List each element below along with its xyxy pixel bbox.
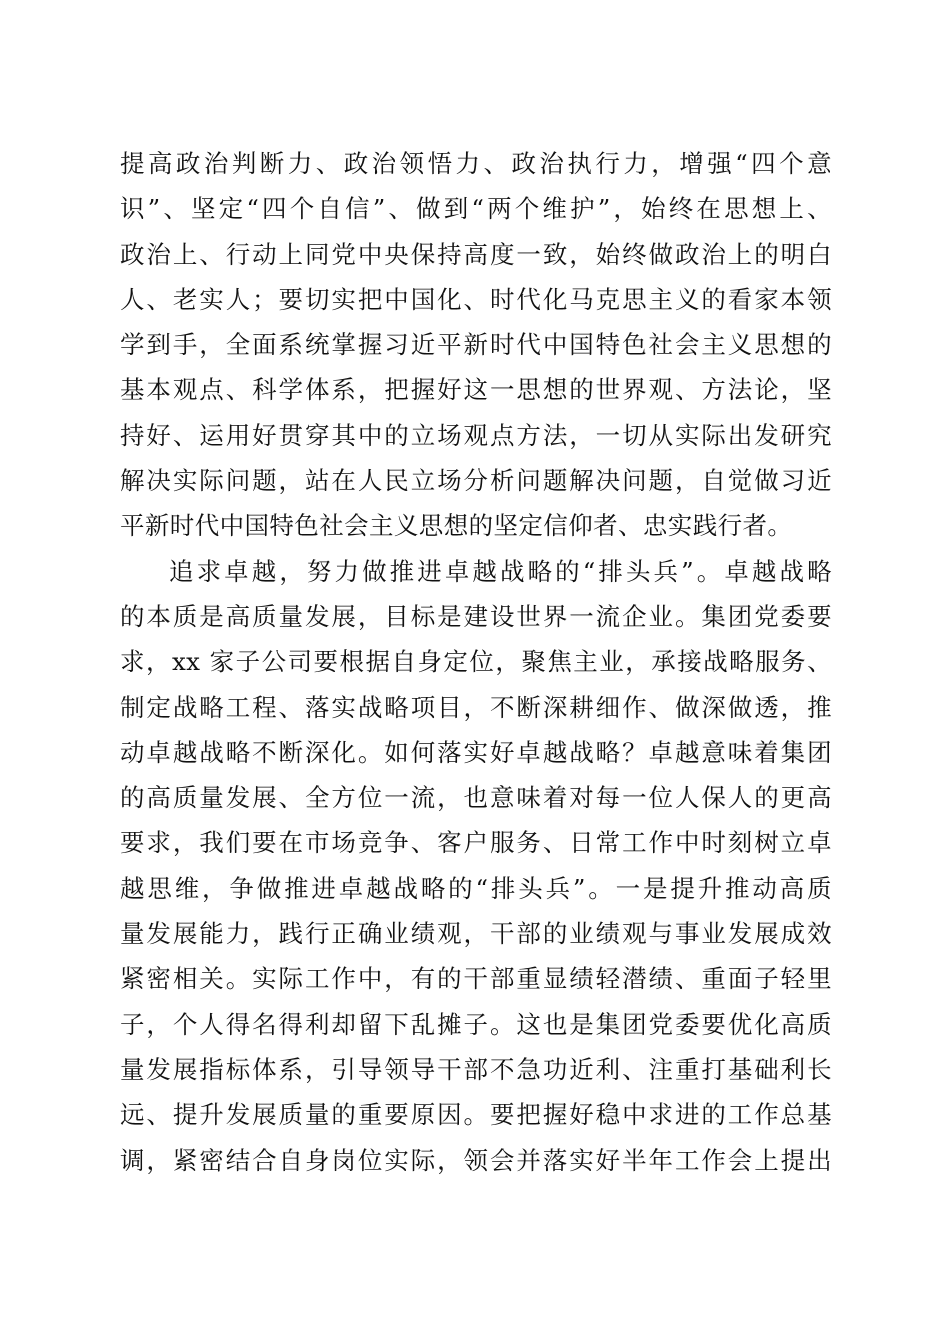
paragraph-2-line: 子，个人得名得利却留下乱摊子。这也是集团党委要优化高质 bbox=[120, 1009, 832, 1039]
paragraph-2-line: 制定战略工程、落实战略项目，不断深耕细作、做深做透，推 bbox=[120, 692, 832, 722]
paragraph-1-line: 解决实际问题，站在人民立场分析问题解决问题，自觉做习近 bbox=[120, 466, 832, 496]
paragraph-2-line: 的高质量发展、全方位一流，也意味着对每一位人保人的更高 bbox=[120, 783, 832, 813]
paragraph-2-line: 追求卓越，努力做推进卓越战略的“排头兵”。卓越战略 bbox=[169, 556, 832, 586]
paragraph-2-line: 求，xx 家子公司要根据自身定位，聚焦主业，承接战略服务、 bbox=[120, 647, 832, 677]
paragraph-1-line: 持好、运用好贯穿其中的立场观点方法，一切从实际出发研究 bbox=[120, 420, 832, 450]
paragraph-1-line: 提高政治判断力、政治领悟力、政治执行力，增强“四个意 bbox=[120, 149, 832, 178]
paragraph-2-line: 量发展能力，践行正确业绩观，干部的业绩观与事业发展成效 bbox=[120, 919, 832, 949]
paragraph-2-line: 紧密相关。实际工作中，有的干部重显绩轻潜绩、重面子轻里 bbox=[120, 964, 832, 994]
paragraph-2-line: 的本质是高质量发展，目标是建设世界一流企业。集团党委要 bbox=[120, 601, 832, 631]
paragraph-1-line: 基本观点、科学体系，把握好这一思想的世界观、方法论，坚 bbox=[120, 375, 832, 405]
paragraph-2-line: 越思维，争做推进卓越战略的“排头兵”。一是提升推动高质 bbox=[120, 873, 832, 903]
paragraph-1-line: 学到手，全面系统掌握习近平新时代中国特色社会主义思想的 bbox=[120, 330, 832, 360]
paragraph-1-line: 识”、坚定“四个自信”、做到“两个维护”，始终在思想上、 bbox=[120, 194, 832, 224]
paragraph-1-line: 平新时代中国特色社会主义思想的坚定信仰者、忠实践行者。 bbox=[120, 511, 793, 541]
paragraph-1-line: 政治上、行动上同党中央保持高度一致，始终做政治上的明白 bbox=[120, 239, 832, 269]
paragraph-1-line: 人、老实人；要切实把中国化、时代化马克思主义的看家本领 bbox=[120, 284, 832, 314]
paragraph-2-line: 量发展指标体系，引导领导干部不急功近利、注重打基础利长 bbox=[120, 1054, 832, 1084]
paragraph-2-line: 调，紧密结合自身岗位实际，领会并落实好半年工作会上提出 bbox=[120, 1145, 832, 1175]
paragraph-2-line: 要求，我们要在市场竞争、客户服务、日常工作中时刻树立卓 bbox=[120, 828, 832, 858]
paragraph-2-line: 远、提升发展质量的重要原因。要把握好稳中求进的工作总基 bbox=[120, 1100, 832, 1130]
body-text bbox=[120, 141, 832, 1183]
paragraph-2-line: 动卓越战略不断深化。如何落实好卓越战略？卓越意味着集团 bbox=[120, 737, 832, 767]
